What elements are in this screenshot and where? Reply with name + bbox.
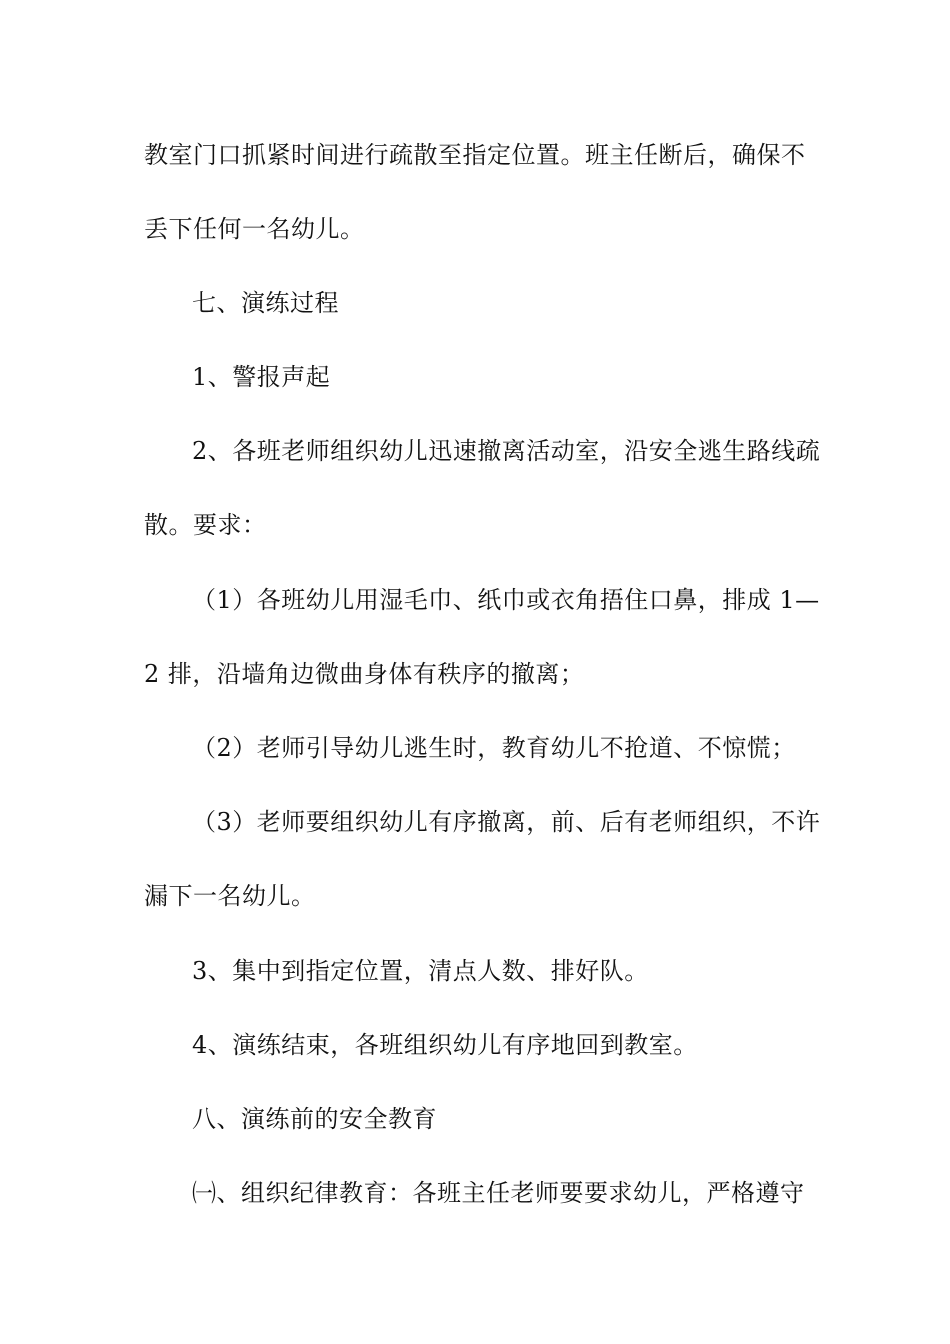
text-line: 2、各班老师组织幼儿迅速撤离活动室，沿安全逃生路线疏 (192, 437, 821, 465)
section-heading: 八、演练前的安全教育 (192, 1105, 437, 1133)
text-line: 1、警报声起 (192, 363, 331, 391)
text-line: ㈠、组织纪律教育：各班主任老师要要求幼儿，严格遵守 (192, 1179, 805, 1207)
text-line: （2）老师引导幼儿逃生时，教育幼儿不抢道、不惊慌； (192, 734, 796, 762)
section-heading: 七、演练过程 (192, 289, 339, 317)
text-line: （3）老师要组织幼儿有序撤离，前、后有老师组织，不许 (192, 808, 821, 836)
text-line: 教室门口抓紧时间进行疏散至指定位置。班主任断后，确保不 (144, 141, 806, 169)
text-line: 丢下任何一名幼儿。 (144, 215, 365, 243)
text-line: 4、演练结束，各班组织幼儿有序地回到教室。 (192, 1031, 698, 1059)
text-line: 散。要求： (144, 511, 267, 539)
text-line: 漏下一名幼儿。 (144, 882, 316, 910)
text-line: 3、集中到指定位置，清点人数、排好队。 (192, 957, 649, 985)
text-line: （1）各班幼儿用湿毛巾、纸巾或衣角捂住口鼻，排成 1— (192, 586, 820, 614)
text-line: 2 排，沿墙角边微曲身体有秩序的撤离； (144, 660, 585, 688)
